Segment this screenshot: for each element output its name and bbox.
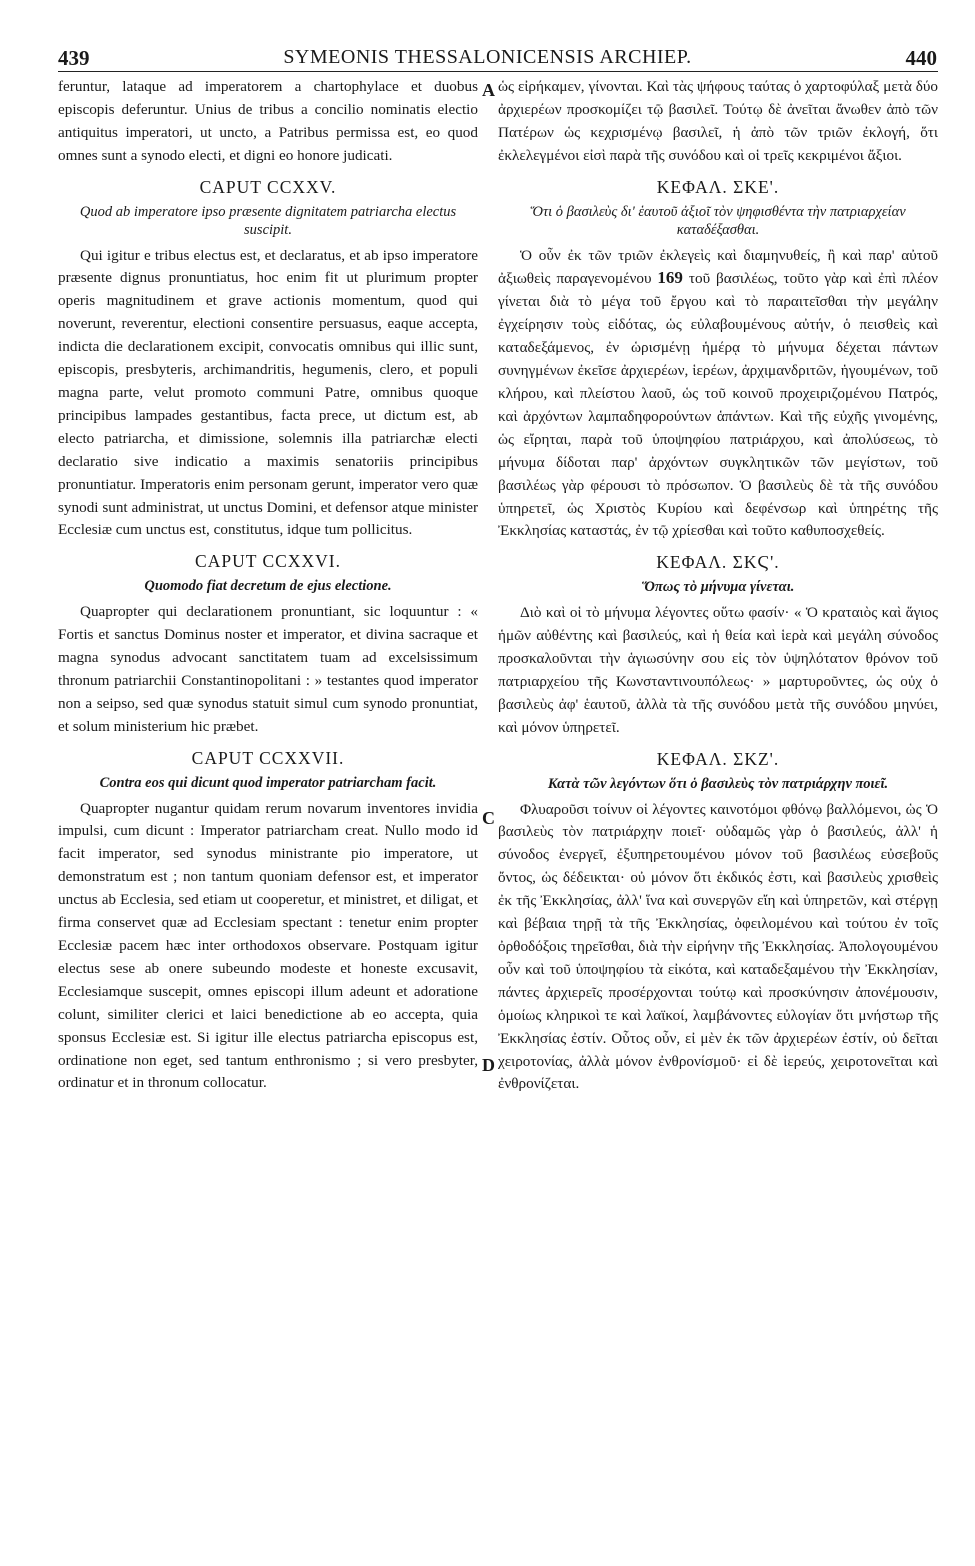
latin-paragraph: Quapropter qui declarationem pronuntiant, sic loquuntur : « Fortis et sanctus Dominus noster et imperator, et divina sacraque et magna synodus advocant sanctitatem tuam ad excelsissimum thronum patriarchii Constantinopolitani : » testantes quod imperator non a seipso, sed quæ synodus statuit simul cum synodo pronuntiat, et solum ministerium hic præbet. — [58, 603, 478, 735]
latin-paragraph: feruntur, lataque ad imperatorem a chartophylace et duobus episcopis deferuntur. Unius de tribus a concilio nominatis electio antiquitus imperatori, ut uncto, a Patribus permissa est, eo quod omnes sunt a synodo electi, et digni eo honore judicati. — [58, 78, 478, 164]
column-number: 169 — [657, 268, 683, 288]
header-rule — [58, 71, 938, 72]
greek-paragraph: Φλυαροῦσι τοίνυν οἱ λέγοντες καινοτόμοι φθόνῳ βαλλόμενοι, ὡς Ὁ βασιλεὺς τὸν πατριάρχην ποιεῖ· οὐδαμῶς γὰρ ὁ βασιλεύς, ἀλλ' ἡ σύνοδος ἐνεργεῖ, ἐξυπηρετουμένου μόνον τοῦ βασιλέως εὐσεβοῦς ὄντος, ὡς δέδεικται· οὐ μόνον ὅτι ἐκδικός ἐστι, καὶ βασιλεὺς χρισθεὶς ἐκ τῆς Ἐκκλησίας, ἀλλ' ἵνα καὶ συνεργῶν εἴη καὶ ὑπηρετῶν, καὶ στέργῃ καὶ βέβαια τηρῇ τὰ τῆς Ἐκκλησίας, ὀφειλομένου καὶ τούτου ἐν τοῖς ὀρθοδόξοις τηρεῖσθαι, διὰ τὴν εἰρήνην τῆς Ἐκκλησίας. Ἀπολογουμένου οὖν καὶ τοῦ ὑποψηφίου τὰ εἰκότα, καὶ καταδεξαμένου τὴν Ἐκκλησίαν, πάντες ἀρχιερεῖς προσέρχονται τούτῳ καὶ προσκύνησιν ἀπονέμουσιν, ὁμοίως κληρικοὶ τε καὶ λαϊκοί, λαμβάνοντες εὐλογίαν ὅτι μνήστωρ τῆς Ἐκκλησίας ἐστίν. Οὗτος οὖν, εἰ μὲν ἐκ τῶν ἀρχιερέων ἐστίν, οὐ δεῖται χειροτονίας, ἀλλὰ μόνον ἐνθρονίσμοῦ· εἰ δὲ ἱερεύς, χειροτονεῖται καὶ ἐνθρονίζεται. — [498, 800, 938, 1093]
greek-paragraph: Διὸ καὶ οἱ τὸ μήνυμα λέγοντες οὕτω φασίν· « Ὁ κραταιὸς καὶ ἅγιος ἡμῶν αὐθέντης καὶ βασιλεύς, καὶ ἡ θεία καὶ ἱερὰ καὶ μεγάλη σύνοδος προσκαλοῦνται τὴν ἁγιωσύνην σου εἰς τὸν ὑψηλότατον θρόνον τοῦ πατριαρχείου τῆς Κωνσταντινουπόλεως· » μαρτυροῦντες, ὡς οὐχ ὁ βασιλεὺς ἀφ' ἑαυτοῦ, ἀλλὰ τὰ τῆς συνόδου μετὰ τῆς συνόδου μηνύει, καὶ μόνον ὑπηρετεῖ. — [498, 604, 938, 736]
greek-chapter-subtitle: Ὅπως τὸ μήνυμα γίνεται. — [641, 579, 795, 596]
greek-column — [498, 76, 938, 1096]
greek-chapter-heading: ΚΕΦΑΛ. ΣΚΖ'. — [656, 748, 780, 769]
latin-chapter-subtitle: Quod ab imperatore ipso præsente dignitatem patriarcha electus suscipit. — [79, 203, 457, 238]
column-marker-a: A — [482, 80, 495, 100]
running-title: SYMEONIS THESSALONICENSIS ARCHIEP. — [283, 46, 692, 68]
latin-column — [58, 76, 478, 1095]
greek-text-segment: Ὁ οὖν ἐκ τῶν τριῶν ἐκλεγεὶς καὶ διαμηνυθείς, ἢ καὶ παρ' αὐτοῦ ἀξιωθεὶς παραγενομένου — [498, 246, 938, 288]
greek-chapter-heading: ΚΕΦΑΛ. ΣΚϚ'. — [656, 552, 780, 573]
latin-paragraph: Qui igitur e tribus electus est, et declaratus, et ab ipso imperatore præsente dignus pronuntiatus, hoc enim fit ut plurimum propter operis magnitudinem et grave actionis momentum, quod qui noverunt, reverentur, electioni consentire persuasus, eaque accepta, indicta die declarationem excipit, convocatis omnibus qui illic sunt, episcopis, presbyteris, archimandritis, hegumenis, clero, et populi magna parte, velut promoto communi Patre, omnibus quoque principibus lampades gestantibus, facta prece, ut dictum est, ab electo patriarcha, et dimissione, solemnis illa patriarchæ electi declaratio sive indicatio a maximis senatoriis principibus pronuntiatur. Imperatoris enim personam gerunt, imperator vero quæ synodi sunt administrat, ut unctus Domini, et defensor atque minister Ecclesiæ cum unctus est, constitutus, idque tum pollicitus. — [58, 246, 478, 539]
column-marker-d: D — [482, 1055, 495, 1075]
page-header — [0, 0, 975, 70]
greek-chapter-subtitle: Κατὰ τῶν λεγόντων ὅτι ὁ βασιλεὺς τὸν πατριάρχην ποιεῖ. — [547, 775, 889, 792]
latin-paragraph: Quapropter nugantur quidam rerum novarum inventores invidia impulsi, cum dicunt : Imperator patriarcham creat. Nullo modo id facit imperator, sed synodus ministrante pio imperatore, ut demonstratum est ; non tantum quoniam defensor est, et imperator unctus ab Ecclesia, sed etiam ut cooperetur, et ministret, et diligat, et firma conservet quæ ad Ecclesiam spectant : tenetur enim propter Ecclesiæ pacem hæc inter orthodoxos observare. Postquam igitur electus sese ab onere subeundo modeste et honeste excusavit, Ecclesiamque suscepit, omnes episcopi illum adeunt et adoratione colunt, similiter clerici et laici benedictione ab eo accepta, quia sponsus Ecclesiæ est. Si igitur ille electus patriarcha episcopus est, ordinatione non eget, sed tantum enthronismo ; si vero presbyter, ordinatur et in thronum collocatur. — [58, 799, 478, 1092]
page-number-right: 440 — [905, 46, 937, 70]
latin-chapter-subtitle: Quomodo fiat decretum de ejus electione. — [144, 578, 392, 595]
greek-chapter-subtitle: Ὅτι ὁ βασιλεὺς δι' ἑαυτοῦ ἀξιοῖ τὸν ψηφισθέντα τὴν πατριαρχείαν καταδέξασθαι. — [530, 203, 906, 238]
greek-paragraph: ὡς εἰρήκαμεν, γίνονται. Καὶ τὰς ψήφους ταύτας ὁ χαρτοφύλαξ μετὰ δύο ἀρχιερέων προσκομίζει τῷ βασιλεῖ. Τούτῳ δὲ ἀνεῖται ἄνωθεν ἀπὸ τῶν Πατέρων ὡς κεχρισμένῳ βασιλεῖ, ἡ ἀπὸ τῶν τριῶν ἐκλογή, ὅτι ἐκλελεγμένοι εἰσὶ παρὰ τῆς συνόδου καὶ οἱ τρεῖς κεκριμένοι ἄξιοι. — [498, 78, 938, 164]
latin-chapter-heading: CAPUT CCXXV. — [199, 176, 337, 197]
greek-text-segment: τοῦ βασιλέως, τοῦτο γὰρ καὶ ἐπὶ πλέον γίνεται διὰ τὸ μέγα τοῦ ἔργου καὶ τὸ παραιτεῖσθαι τὴν μεγάλην ἐγχείρησιν τοὺς εἰδότας, ὡς εὐλαβουμένους αὐτήν, ὁ πεισθεὶς καὶ καταδεξάμενος, ἐν ὡρισμένῃ ἡμέρᾳ τὸ μήνυμα δέχεται πάντων συνηγμένων ἐκεῖσε ἀρχιερέων, ἱερέων, ἀρχιμανδριτῶν, ἡγουμένων, τοῦ κλήρου, καὶ πλείστου λαοῦ, ὡς τοῦ κοινοῦ προχειριζομένου Πατρός, καὶ ἀρχόντων λαμπαδηφορούντων ἁπάντων. Καὶ τῆς εὐχῆς γινομένης, ὡς εἴρηται, παρὰ τοῦ ὑποψηφίου πατριάρχου, καὶ ἀπολύσεως, τὸ μήνυμα δίδοται παρ' ἀρχόντων συγκλητικῶν τῶν μεγίστων, τοῦ βασιλέως γὰρ φέρουσι τὸ πρόσωπον. Ὁ βασιλεὺς δὲ τὰ τῆς συνόδου ὑπηρετεῖ, ὡς Χριστὸς Κυρίου καὶ δεφένσωρ καὶ ὑπηρέτης τῆς Ἐκκλησίας καταστάς, ἐν τῷ χρίεσθαι καὶ τοῦτο καθυποσχεθείς. — [498, 270, 939, 540]
latin-chapter-heading: CAPUT CCXXVI. — [195, 551, 341, 572]
greek-chapter-heading: ΚΕΦΑΛ. ΣΚΕ'. — [656, 176, 780, 197]
latin-chapter-heading: CAPUT CCXXVII. — [191, 747, 345, 768]
column-marker-c: C — [482, 808, 495, 828]
greek-paragraph — [498, 245, 938, 544]
page-number-left: 439 — [58, 46, 90, 70]
latin-chapter-subtitle: Contra eos qui dicunt quod imperator patriarcham facit. — [99, 774, 437, 791]
